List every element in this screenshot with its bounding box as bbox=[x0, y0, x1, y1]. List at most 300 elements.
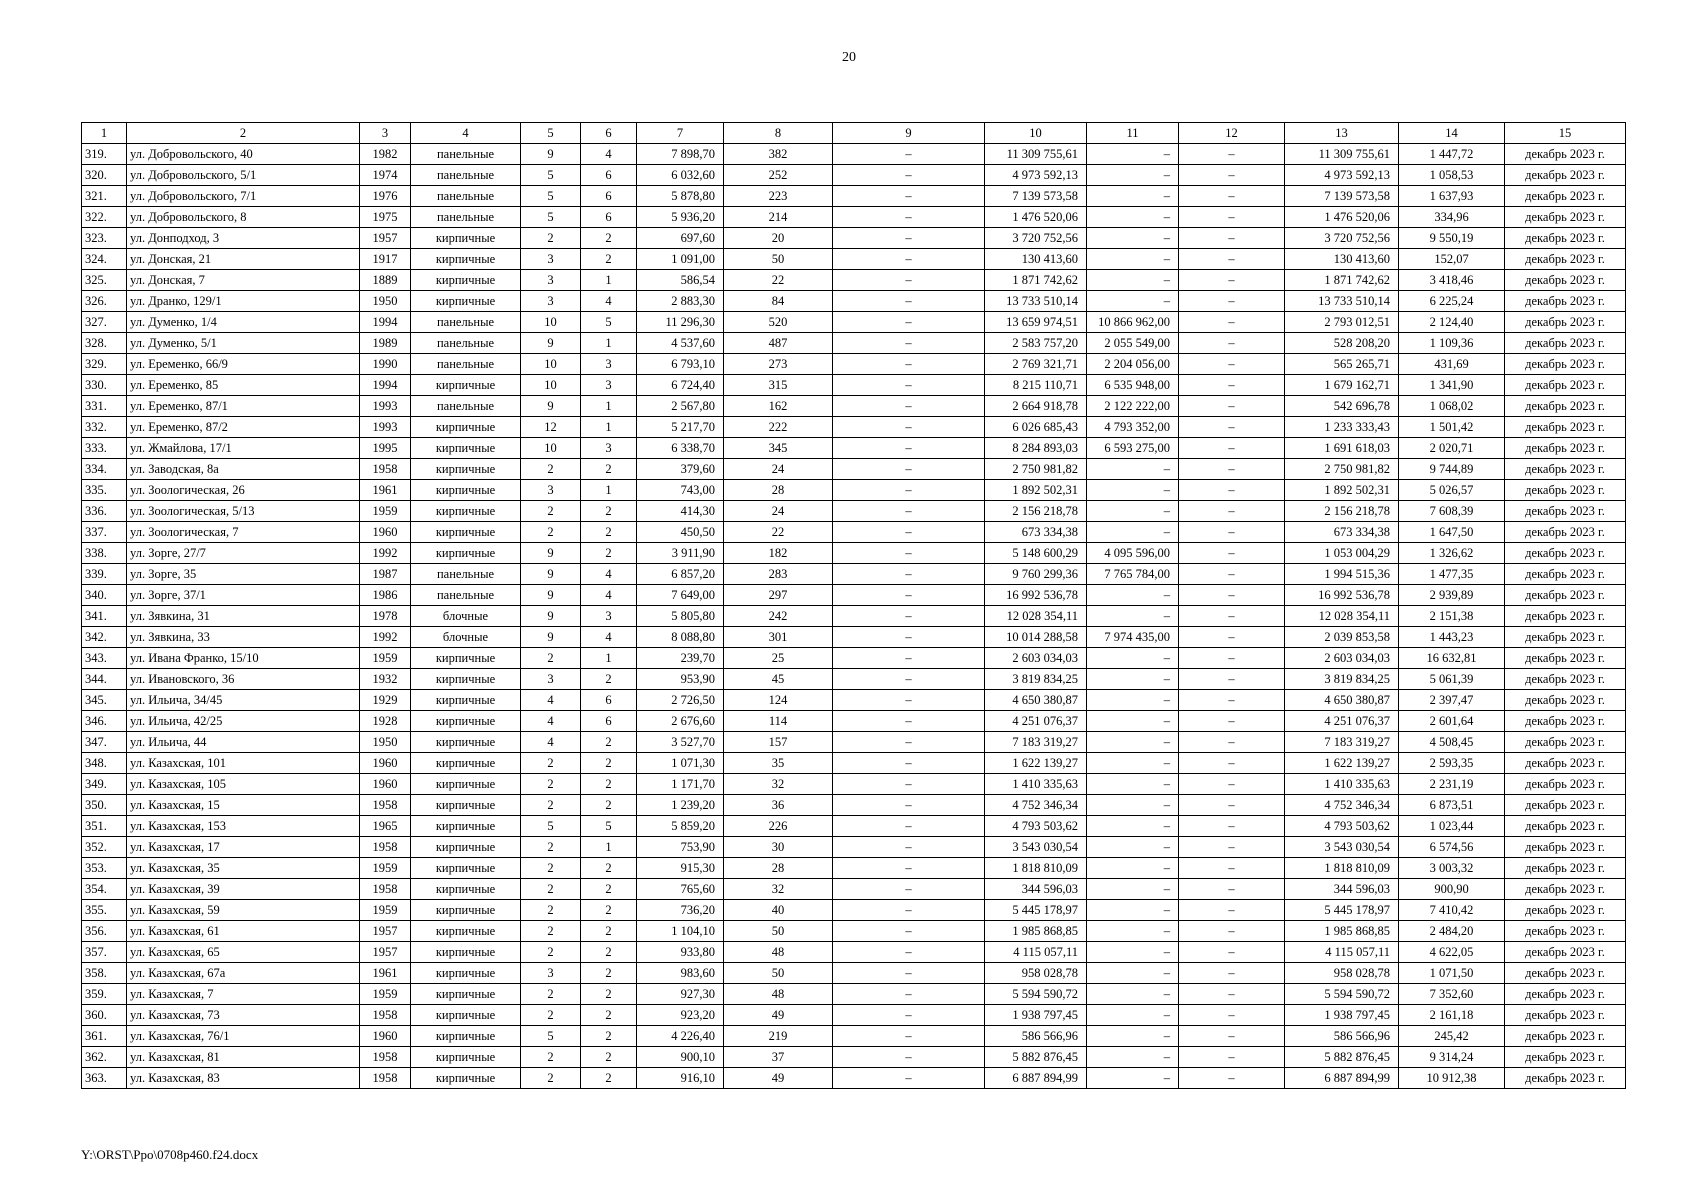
table-cell: 130 413,60 bbox=[1285, 249, 1399, 270]
table-cell: 5 882 876,45 bbox=[1285, 1047, 1399, 1068]
table-cell: 1 476 520,06 bbox=[985, 207, 1087, 228]
table-cell: – bbox=[1179, 270, 1285, 291]
table-cell: 239,70 bbox=[637, 648, 724, 669]
table-cell: 5 bbox=[521, 165, 581, 186]
table-cell: 351. bbox=[82, 816, 127, 837]
table-cell: 2 bbox=[521, 1005, 581, 1026]
table-row bbox=[82, 816, 1626, 837]
table-cell: ул. Казахская, 35 bbox=[127, 858, 360, 879]
table-cell: ул. Зорге, 37/1 bbox=[127, 585, 360, 606]
table-cell: ул. Казахская, 17 bbox=[127, 837, 360, 858]
table-cell: 1 985 868,85 bbox=[1285, 921, 1399, 942]
table-cell: 36 bbox=[724, 795, 833, 816]
table-cell: 7 608,39 bbox=[1399, 501, 1505, 522]
table-cell: 5 bbox=[521, 186, 581, 207]
table-cell: декабрь 2023 г. bbox=[1505, 1047, 1626, 1068]
table-cell: ул. Казахская, 59 bbox=[127, 900, 360, 921]
table-cell: 2 bbox=[581, 1026, 637, 1047]
table-cell: 360. bbox=[82, 1005, 127, 1026]
table-cell: 3 bbox=[521, 291, 581, 312]
table-cell: кирпичные bbox=[411, 459, 521, 480]
table-cell: – bbox=[1179, 291, 1285, 312]
table-cell: 1957 bbox=[360, 228, 411, 249]
table-cell: – bbox=[1087, 921, 1179, 942]
table-cell: – bbox=[833, 207, 985, 228]
table-cell: 45 bbox=[724, 669, 833, 690]
table-row bbox=[82, 312, 1626, 333]
table-cell: – bbox=[1179, 690, 1285, 711]
table-cell: ул. Донподход, 3 bbox=[127, 228, 360, 249]
table-cell: 114 bbox=[724, 711, 833, 732]
table-cell: – bbox=[1087, 837, 1179, 858]
table-row bbox=[82, 186, 1626, 207]
table-cell: 12 028 354,11 bbox=[985, 606, 1087, 627]
table-cell: – bbox=[833, 354, 985, 375]
table-cell: 528 208,20 bbox=[1285, 333, 1399, 354]
table-cell: 3 bbox=[521, 963, 581, 984]
table-cell: 4 508,45 bbox=[1399, 732, 1505, 753]
table-cell: 2 939,89 bbox=[1399, 585, 1505, 606]
table-cell: 2 603 034,03 bbox=[1285, 648, 1399, 669]
table-row bbox=[82, 333, 1626, 354]
table-cell: 344 596,03 bbox=[985, 879, 1087, 900]
table-cell: 1958 bbox=[360, 1068, 411, 1089]
table-row bbox=[82, 501, 1626, 522]
table-row bbox=[82, 942, 1626, 963]
table-cell: ул. Казахская, 67а bbox=[127, 963, 360, 984]
table-cell: 983,60 bbox=[637, 963, 724, 984]
table-row bbox=[82, 396, 1626, 417]
table-cell: 9 760 299,36 bbox=[985, 564, 1087, 585]
table-row bbox=[82, 207, 1626, 228]
table-cell: 346. bbox=[82, 711, 127, 732]
table-cell: 1982 bbox=[360, 144, 411, 165]
table-cell: – bbox=[1179, 312, 1285, 333]
table-cell: 2 484,20 bbox=[1399, 921, 1505, 942]
table-cell: 5 594 590,72 bbox=[1285, 984, 1399, 1005]
table-cell: 50 bbox=[724, 963, 833, 984]
table-cell: 2 bbox=[581, 795, 637, 816]
table-cell: – bbox=[1179, 711, 1285, 732]
table-cell: 245,42 bbox=[1399, 1026, 1505, 1047]
table-cell: 2 664 918,78 bbox=[985, 396, 1087, 417]
table-cell: 1958 bbox=[360, 459, 411, 480]
table-cell: 7 183 319,27 bbox=[985, 732, 1087, 753]
table-cell: декабрь 2023 г. bbox=[1505, 333, 1626, 354]
table-cell: декабрь 2023 г. bbox=[1505, 459, 1626, 480]
table-cell: 1 071,30 bbox=[637, 753, 724, 774]
table-cell: – bbox=[833, 984, 985, 1005]
table-header bbox=[82, 123, 1626, 144]
table-cell: 331. bbox=[82, 396, 127, 417]
table-cell: 1 053 004,29 bbox=[1285, 543, 1399, 564]
table-cell: 5 859,20 bbox=[637, 816, 724, 837]
table-cell: 2 bbox=[581, 522, 637, 543]
table-cell: 1960 bbox=[360, 1026, 411, 1047]
table-cell: декабрь 2023 г. bbox=[1505, 186, 1626, 207]
table-cell: 2 bbox=[521, 900, 581, 921]
column-header: 4 bbox=[411, 123, 521, 144]
table-row bbox=[82, 459, 1626, 480]
table-cell: 13 733 510,14 bbox=[985, 291, 1087, 312]
table-cell: 2 124,40 bbox=[1399, 312, 1505, 333]
table-cell: 12 bbox=[521, 417, 581, 438]
table-cell: 182 bbox=[724, 543, 833, 564]
table-cell: 48 bbox=[724, 942, 833, 963]
table-cell: – bbox=[1179, 648, 1285, 669]
table-row bbox=[82, 879, 1626, 900]
table-cell: 927,30 bbox=[637, 984, 724, 1005]
table-cell: – bbox=[833, 480, 985, 501]
table-cell: 915,30 bbox=[637, 858, 724, 879]
table-cell: – bbox=[833, 1068, 985, 1089]
table-cell: 337. bbox=[82, 522, 127, 543]
table-cell: 565 265,71 bbox=[1285, 354, 1399, 375]
table-row bbox=[82, 690, 1626, 711]
table-cell: – bbox=[1087, 753, 1179, 774]
table-cell: 28 bbox=[724, 858, 833, 879]
table-cell: – bbox=[1179, 1047, 1285, 1068]
table-cell: – bbox=[1179, 186, 1285, 207]
table-cell: 324. bbox=[82, 249, 127, 270]
table-cell: 1929 bbox=[360, 690, 411, 711]
table-cell: 3 527,70 bbox=[637, 732, 724, 753]
table-cell: 2 676,60 bbox=[637, 711, 724, 732]
table-cell: 1 233 333,43 bbox=[1285, 417, 1399, 438]
table-cell: ул. Дранко, 129/1 bbox=[127, 291, 360, 312]
table-cell: кирпичные bbox=[411, 900, 521, 921]
table-cell: 49 bbox=[724, 1068, 833, 1089]
table-cell: 2 bbox=[581, 942, 637, 963]
column-header: 9 bbox=[833, 123, 985, 144]
table-cell: – bbox=[1179, 1068, 1285, 1089]
table-cell: ул. Казахская, 7 bbox=[127, 984, 360, 1005]
table-cell: – bbox=[833, 396, 985, 417]
table-cell: 542 696,78 bbox=[1285, 396, 1399, 417]
table-cell: 13 659 974,51 bbox=[985, 312, 1087, 333]
table-cell: декабрь 2023 г. bbox=[1505, 144, 1626, 165]
column-header: 6 bbox=[581, 123, 637, 144]
table-cell: 330. bbox=[82, 375, 127, 396]
table-cell: кирпичные bbox=[411, 816, 521, 837]
table-cell: кирпичные bbox=[411, 249, 521, 270]
table-cell: 7 352,60 bbox=[1399, 984, 1505, 1005]
table-cell: – bbox=[1179, 585, 1285, 606]
table-cell: кирпичные bbox=[411, 795, 521, 816]
table-cell: 32 bbox=[724, 879, 833, 900]
table-cell: 2 bbox=[521, 228, 581, 249]
table-cell: 1975 bbox=[360, 207, 411, 228]
table-cell: 379,60 bbox=[637, 459, 724, 480]
table-cell: ул. Ивановского, 36 bbox=[127, 669, 360, 690]
table-cell: декабрь 2023 г. bbox=[1505, 1068, 1626, 1089]
table-cell: 923,20 bbox=[637, 1005, 724, 1026]
table-cell: – bbox=[1179, 354, 1285, 375]
table-cell: ул. Зорге, 27/7 bbox=[127, 543, 360, 564]
table-cell: 2 750 981,82 bbox=[985, 459, 1087, 480]
table-cell: 30 bbox=[724, 837, 833, 858]
table-cell: 130 413,60 bbox=[985, 249, 1087, 270]
table-cell: – bbox=[1179, 228, 1285, 249]
table-cell: панельные bbox=[411, 186, 521, 207]
table-cell: ул. Ильича, 34/45 bbox=[127, 690, 360, 711]
table-cell: – bbox=[1087, 879, 1179, 900]
table-cell: 6 574,56 bbox=[1399, 837, 1505, 858]
table-cell: декабрь 2023 г. bbox=[1505, 963, 1626, 984]
table-cell: 1 818 810,09 bbox=[1285, 858, 1399, 879]
table-cell: 3 bbox=[521, 669, 581, 690]
table-cell: 334. bbox=[82, 459, 127, 480]
table-cell: 84 bbox=[724, 291, 833, 312]
table-cell: 13 733 510,14 bbox=[1285, 291, 1399, 312]
table-cell: – bbox=[833, 732, 985, 753]
table-row bbox=[82, 627, 1626, 648]
table-cell: 349. bbox=[82, 774, 127, 795]
table-cell: – bbox=[833, 1047, 985, 1068]
table-cell: ул. Казахская, 81 bbox=[127, 1047, 360, 1068]
table-row bbox=[82, 921, 1626, 942]
table-cell: 2 bbox=[521, 858, 581, 879]
table-cell: 50 bbox=[724, 249, 833, 270]
table-row bbox=[82, 795, 1626, 816]
table-cell: – bbox=[833, 753, 985, 774]
table-cell: 25 bbox=[724, 648, 833, 669]
table-cell: ул. Добровольского, 7/1 bbox=[127, 186, 360, 207]
table-row bbox=[82, 564, 1626, 585]
table-cell: декабрь 2023 г. bbox=[1505, 438, 1626, 459]
table-cell: 9 744,89 bbox=[1399, 459, 1505, 480]
table-cell: 5 bbox=[521, 816, 581, 837]
column-header: 10 bbox=[985, 123, 1087, 144]
table-cell: – bbox=[1179, 438, 1285, 459]
table-cell: декабрь 2023 г. bbox=[1505, 396, 1626, 417]
table-cell: 332. bbox=[82, 417, 127, 438]
table-cell: 586,54 bbox=[637, 270, 724, 291]
table-cell: ул. Зоологическая, 26 bbox=[127, 480, 360, 501]
table-cell: 1 871 742,62 bbox=[985, 270, 1087, 291]
table-cell: 1992 bbox=[360, 627, 411, 648]
table-cell: 5 148 600,29 bbox=[985, 543, 1087, 564]
table-cell: – bbox=[1179, 501, 1285, 522]
table-cell: ул. Казахская, 101 bbox=[127, 753, 360, 774]
table-cell: 7 974 435,00 bbox=[1087, 627, 1179, 648]
table-cell: 4 650 380,87 bbox=[1285, 690, 1399, 711]
table-cell: декабрь 2023 г. bbox=[1505, 207, 1626, 228]
table-cell: 2 156 218,78 bbox=[985, 501, 1087, 522]
table-cell: 3 bbox=[521, 480, 581, 501]
table-row bbox=[82, 900, 1626, 921]
table-row bbox=[82, 438, 1626, 459]
table-cell: – bbox=[833, 438, 985, 459]
table-cell: – bbox=[833, 963, 985, 984]
table-cell: декабрь 2023 г. bbox=[1505, 228, 1626, 249]
table-cell: 359. bbox=[82, 984, 127, 1005]
table-cell: 6 bbox=[581, 207, 637, 228]
table-cell: 414,30 bbox=[637, 501, 724, 522]
table-cell: 6 338,70 bbox=[637, 438, 724, 459]
table-cell: 2 bbox=[521, 942, 581, 963]
table-cell: 329. bbox=[82, 354, 127, 375]
table-cell: 355. bbox=[82, 900, 127, 921]
table-cell: кирпичные bbox=[411, 480, 521, 501]
table-cell: – bbox=[1087, 585, 1179, 606]
table-row bbox=[82, 375, 1626, 396]
table-cell: 4 752 346,34 bbox=[985, 795, 1087, 816]
table-cell: 321. bbox=[82, 186, 127, 207]
table-cell: 1986 bbox=[360, 585, 411, 606]
table-cell: 226 bbox=[724, 816, 833, 837]
table-cell: – bbox=[833, 375, 985, 396]
table-cell: ул. Казахская, 73 bbox=[127, 1005, 360, 1026]
table-cell: 1958 bbox=[360, 837, 411, 858]
table-cell: – bbox=[1179, 417, 1285, 438]
table-cell: 354. bbox=[82, 879, 127, 900]
table-cell: – bbox=[1179, 522, 1285, 543]
table-cell: декабрь 2023 г. bbox=[1505, 942, 1626, 963]
table-cell: 7 139 573,58 bbox=[1285, 186, 1399, 207]
table-cell: 1 647,50 bbox=[1399, 522, 1505, 543]
table-cell: 2 bbox=[521, 753, 581, 774]
table-cell: – bbox=[1179, 564, 1285, 585]
table-cell: – bbox=[833, 291, 985, 312]
table-cell: 4 bbox=[581, 564, 637, 585]
table-cell: 4 bbox=[521, 732, 581, 753]
table-row bbox=[82, 858, 1626, 879]
table-cell: 2 bbox=[581, 669, 637, 690]
table-cell: декабрь 2023 г. bbox=[1505, 669, 1626, 690]
table-cell: 9 bbox=[521, 585, 581, 606]
table-cell: 1917 bbox=[360, 249, 411, 270]
table-row bbox=[82, 753, 1626, 774]
table-cell: 5 878,80 bbox=[637, 186, 724, 207]
table-cell: 326. bbox=[82, 291, 127, 312]
table-cell: ул. Донская, 7 bbox=[127, 270, 360, 291]
table-cell: 1987 bbox=[360, 564, 411, 585]
table-cell: – bbox=[833, 564, 985, 585]
table-cell: 697,60 bbox=[637, 228, 724, 249]
table-cell: 4 bbox=[521, 711, 581, 732]
table-cell: 3 543 030,54 bbox=[1285, 837, 1399, 858]
table-cell: 6 bbox=[581, 690, 637, 711]
column-header: 11 bbox=[1087, 123, 1179, 144]
table-cell: 9 bbox=[521, 564, 581, 585]
table-cell: декабрь 2023 г. bbox=[1505, 837, 1626, 858]
table-cell: – bbox=[1179, 627, 1285, 648]
table-cell: 6 873,51 bbox=[1399, 795, 1505, 816]
table-cell: декабрь 2023 г. bbox=[1505, 627, 1626, 648]
table-cell: – bbox=[1087, 228, 1179, 249]
table-cell: 4 793 352,00 bbox=[1087, 417, 1179, 438]
table-cell: 2 bbox=[581, 501, 637, 522]
table-cell: 10 bbox=[521, 354, 581, 375]
table-cell: – bbox=[1087, 690, 1179, 711]
table-cell: – bbox=[833, 417, 985, 438]
table-cell: – bbox=[1087, 1068, 1179, 1089]
table-cell: 315 bbox=[724, 375, 833, 396]
table-row bbox=[82, 585, 1626, 606]
table-cell: 362. bbox=[82, 1047, 127, 1068]
table-cell: 322. bbox=[82, 207, 127, 228]
table-cell: 3 bbox=[521, 249, 581, 270]
table-cell: 1 410 335,63 bbox=[1285, 774, 1399, 795]
table-cell: декабрь 2023 г. bbox=[1505, 900, 1626, 921]
table-cell: 2 bbox=[581, 1047, 637, 1068]
table-cell: ул. Казахская, 153 bbox=[127, 816, 360, 837]
table-row bbox=[82, 291, 1626, 312]
table-cell: – bbox=[1179, 942, 1285, 963]
table-cell: 2 bbox=[581, 774, 637, 795]
table-cell: 1 622 139,27 bbox=[1285, 753, 1399, 774]
table-cell: 2 156 218,78 bbox=[1285, 501, 1399, 522]
table-cell: 1 bbox=[581, 417, 637, 438]
table-cell: 1889 bbox=[360, 270, 411, 291]
table-cell: – bbox=[833, 1005, 985, 1026]
table-cell: 325. bbox=[82, 270, 127, 291]
table-cell: кирпичные bbox=[411, 732, 521, 753]
table-cell: 3 003,32 bbox=[1399, 858, 1505, 879]
table-cell: 4 622,05 bbox=[1399, 942, 1505, 963]
table-cell: – bbox=[833, 900, 985, 921]
table-cell: 1 326,62 bbox=[1399, 543, 1505, 564]
column-header: 12 bbox=[1179, 123, 1285, 144]
table-cell: – bbox=[833, 690, 985, 711]
table-row bbox=[82, 417, 1626, 438]
table-cell: 673 334,38 bbox=[985, 522, 1087, 543]
table-cell: 2 bbox=[581, 543, 637, 564]
table-row bbox=[82, 669, 1626, 690]
table-cell: 3 bbox=[581, 354, 637, 375]
table-cell: 1 501,42 bbox=[1399, 417, 1505, 438]
table-cell: декабрь 2023 г. bbox=[1505, 795, 1626, 816]
table-cell: 5 594 590,72 bbox=[985, 984, 1087, 1005]
table-cell: декабрь 2023 г. bbox=[1505, 501, 1626, 522]
table-cell: 2 601,64 bbox=[1399, 711, 1505, 732]
table-cell: ул. Казахская, 15 bbox=[127, 795, 360, 816]
table-cell: блочные bbox=[411, 606, 521, 627]
table-cell: 6 535 948,00 bbox=[1087, 375, 1179, 396]
table-cell: 214 bbox=[724, 207, 833, 228]
table-cell: кирпичные bbox=[411, 942, 521, 963]
table-cell: панельные bbox=[411, 312, 521, 333]
table-cell: – bbox=[1087, 144, 1179, 165]
table-cell: 2 bbox=[581, 879, 637, 900]
table-cell: кирпичные bbox=[411, 228, 521, 249]
table-cell: декабрь 2023 г. bbox=[1505, 879, 1626, 900]
table-cell: кирпичные bbox=[411, 501, 521, 522]
table-cell: 152,07 bbox=[1399, 249, 1505, 270]
table-cell: 1965 bbox=[360, 816, 411, 837]
table-cell: 2 204 056,00 bbox=[1087, 354, 1179, 375]
table-cell: 343. bbox=[82, 648, 127, 669]
table-cell: 1958 bbox=[360, 879, 411, 900]
table-cell: – bbox=[833, 711, 985, 732]
table-cell: – bbox=[1087, 480, 1179, 501]
table-cell: – bbox=[1087, 459, 1179, 480]
table-cell: 6 887 894,99 bbox=[985, 1068, 1087, 1089]
table-cell: декабрь 2023 г. bbox=[1505, 585, 1626, 606]
table-cell: 1959 bbox=[360, 984, 411, 1005]
table-cell: 958 028,78 bbox=[985, 963, 1087, 984]
table-cell: кирпичные bbox=[411, 963, 521, 984]
table-cell: 361. bbox=[82, 1026, 127, 1047]
table-cell: – bbox=[833, 858, 985, 879]
table-cell: 1989 bbox=[360, 333, 411, 354]
table-cell: 11 309 755,61 bbox=[985, 144, 1087, 165]
table-cell: 900,10 bbox=[637, 1047, 724, 1068]
table-cell: 10 bbox=[521, 438, 581, 459]
table-cell: – bbox=[1179, 606, 1285, 627]
table-cell: 6 bbox=[581, 165, 637, 186]
